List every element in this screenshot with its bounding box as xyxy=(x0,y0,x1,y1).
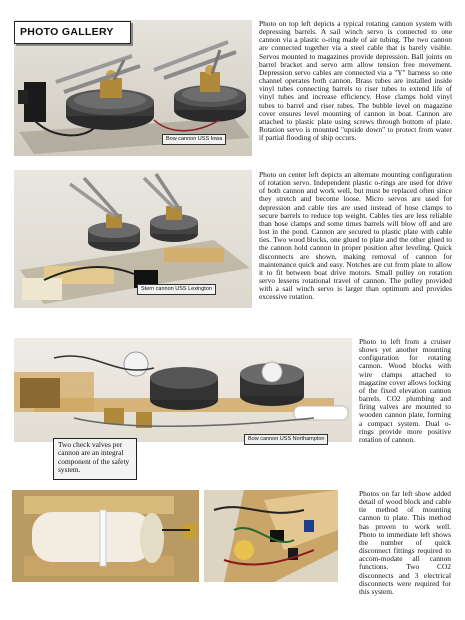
wood-block-illustration xyxy=(12,490,199,582)
disconnect-fittings-illustration xyxy=(204,490,338,582)
photo-quick-disconnect-fittings xyxy=(204,490,338,582)
cannon-system-illustration xyxy=(14,338,352,442)
cannon-system-illustration xyxy=(14,170,252,308)
check-valves-note: Two check valves per cannon are an integral component of the safety system. xyxy=(53,438,137,480)
caption-stern-cannon-lexington: Stern cannon USS Lexington xyxy=(137,284,216,295)
photo-wood-block-detail xyxy=(12,490,199,582)
paragraph-top-description: Photo on top left depicts a typical rotating cannon system with depressing barrels. A sail winch servo is connected to one cannon via a plastic o-ring made of air tubing. The two cannon are connected together via a steel cable that is barely visible. Servos mounted to magazines provide depression. Ball joints on barrel bracket and servo arm allow tension free movement. Depression servo cables are connected via a "Y" harness so one channel operates both cannon. Brass tubes are installed inside vinyl tubes connecting barrels to riser tubes to extend life of vinyl tubes and increase efficiency. Hose clamps hold vinyl tubes to barrel and riser tubes. The bubble level on magazine cover ensures level mounting of cannon in boat. Cannon are attached to plastic plate using screws through bottom of plate. Rotation servo is mounted "upside down" to protect from water if partial flooding of ship occurs. xyxy=(259,19,452,143)
photo-bow-cannon-northampton xyxy=(14,338,352,442)
paragraph-center-description: Photo on center left depicts an alternate mounting configuration of rotation servo. Independent plastic o-rings are used for drive of both cannon and work well, but must be replaced often since they stretch and become loose. Micro servos are used for depression and cable ties are used instead of hose clamps to secure barrels to reduce top weight. Cables ties are less reliable than hose clamps and some times barrels will blow off and are lost in the pond. Cannon are secured to plastic plate with cable ties. Two wood blocks, one glued to plate and the other glued to the cannon hold cannon in proper position after leveling. Quick disconnects are shown, making removal of cannon for maintenance quick and easy. Notches are cut from plate to allow it to fit between boat drive motors. Small pulley on rotation servo lessens rotational travel of cannon. The pulley provided with a sail winch servo is larger than optimum and provides excessive rotation. xyxy=(259,170,452,302)
caption-bow-cannon-northampton: Bow cannon USS Northampton xyxy=(244,434,328,445)
caption-bow-cannon-iowa: Bow cannon USS Iowa xyxy=(162,134,226,145)
paragraph-detail-description: Photos on far left show added detail of wood block and cable tie method of mounting cannon to plate. This method has proven to work well. Photo to immediate left shows the number of quick disconnect fittings required to accom-modate all cannon functions. Two CO2 disconnects and 3 electrical disconnects were required for this system. xyxy=(359,489,451,596)
paragraph-cruiser-description: Photo to left from a cruiser shows yet another mounting configuration for rotating cannon. Wood blocks with wire clamps attached to magazine cover allows locking of the fixed elevation cannon barrels. CO2 plumbing and firing valves are mounted to wooden cannon plate, forming a compact system. Dual o-rings provide more positive rotation of cannon. xyxy=(359,337,451,444)
page-title: PHOTO GALLERY xyxy=(14,21,131,44)
photo-stern-cannon-lexington xyxy=(14,170,252,308)
